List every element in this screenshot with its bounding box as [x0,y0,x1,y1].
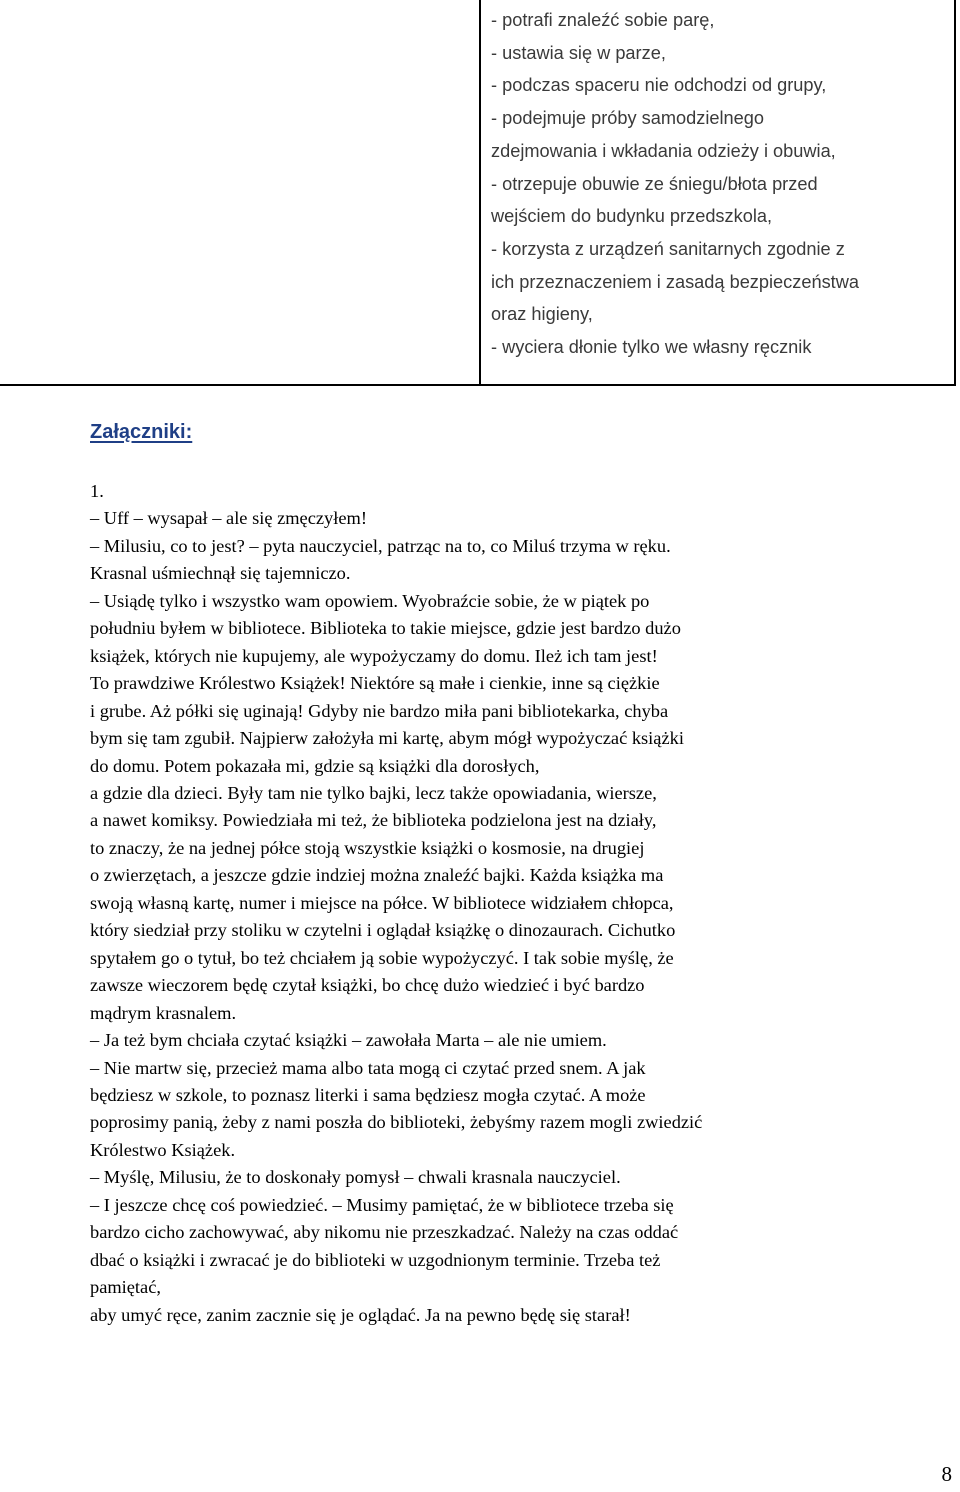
cell-line: wejściem do budynku przedszkola, [491,206,773,227]
story-line: To prawdziwe Królestwo Książek! Niektóre są małe i cienkie, inne są ciężkie [90,673,660,694]
cell-line: - korzysta z urządzeń sanitarnych zgodnie z [491,238,845,259]
story-line: a gdzie dla dzieci. Były tam nie tylko bajki, lecz także opowiadania, wiersze, [90,782,657,803]
story-line: dbać o książki i zwracać je do biblioteki w uzgodnionym terminie. Trzeba też [90,1249,661,1270]
cell-line: oraz higieny, [491,304,593,325]
cell-line: - ustawia się w parze, [491,42,666,63]
story-line: książek, których nie kupujemy, ale wypożyczamy do domu. Ileż ich tam jest! [90,645,658,666]
story-line: aby umyć ręce, zanim zacznie się je oglądać. Ja na pewno będę się starał! [90,1304,631,1325]
story-line: – Usiądę tylko i wszystko wam opowiem. Wyobraźcie sobie, że w piątek po [90,590,650,611]
story-line: bym się tam zgubił. Najpierw założyła mi kartę, abym mógł wypożyczać książki [90,728,684,749]
story-line: południu byłem w bibliotece. Biblioteka to takie miejsce, gdzie jest bardzo dużo [90,618,681,639]
story-line: a nawet komiksy. Powiedziała mi też, że biblioteka podzielona jest na działy, [90,810,657,831]
story-line: – Uff – wysapał – ale się zmęczyłem! [90,508,367,529]
attachment-number: 1. [90,481,104,501]
cell-line: - podejmuje próby samodzielnego [491,108,764,129]
story-line: pamiętać, [90,1277,161,1298]
attachments-heading: Załączniki: [90,421,193,443]
table-column-divider [479,0,481,386]
story-line: mądrym krasnalem. [90,1002,237,1023]
attachment-story [90,478,940,1329]
story-line: – Milusiu, co to jest? – pyta nauczyciel, patrząc na to, co Miluś trzyma w ręku. [90,535,671,556]
page-number: 8 [941,1462,952,1486]
story-line: zawsze wieczorem będę czytał książki, bo chcę dużo wiedzieć i być bardzo [90,975,645,996]
story-line: – Nie martw się, przecież mama albo tata mogą ci czytać przed snem. A jak [90,1057,646,1078]
story-line: o zwierzętach, a jeszcze gdzie indziej można znaleźć bajki. Każda książka ma [90,865,664,886]
cell-line: ich przeznaczeniem i zasadą bezpieczeństwa [491,271,859,292]
story-line: swoją własną kartę, numer i miejsce na półce. W bibliotece widziałem chłopca, [90,892,674,913]
story-line: który siedział przy stoliku w czytelni i oglądał książkę o dinozaurach. Cichutko [90,920,676,941]
story-line: i grube. Aż półki się uginają! Gdyby nie bardzo miła pani bibliotekarka, chyba [90,700,669,721]
story-line: bardzo cicho zachowywać, aby nikomu nie przeszkadzać. Należy na czas oddać [90,1222,679,1243]
story-line: – I jeszcze chcę coś powiedzieć. – Musimy pamiętać, że w bibliotece trzeba się [90,1194,674,1215]
cell-line: - wyciera dłonie tylko we własny ręcznik [491,337,812,358]
story-line: spytałem go o tytuł, bo też chciałem ją sobie wypożyczyć. I tak sobie myślę, że [90,947,674,968]
story-line: Krasnal uśmiechnął się tajemniczo. [90,563,351,584]
cell-line: - otrzepuje obuwie ze śniegu/błota przed [491,173,818,194]
story-line: – Myślę, Milusiu, że to doskonały pomysł – chwali krasnala nauczyciel. [90,1167,621,1188]
story-line: do domu. Potem pokazała mi, gdzie są książki dla dorosłych, [90,755,540,776]
story-line: – Ja też bym chciała czytać książki – zawołała Marta – ale nie umiem. [90,1030,607,1051]
story-line: poprosimy panią, żeby z nami poszła do biblioteki, żebyśmy razem mogli zwiedzić [90,1112,703,1133]
table-cell-skills [491,4,946,364]
story-line: to znaczy, że na jednej półce stoją wszystkie książki o kosmosie, na drugiej [90,837,645,858]
story-line: Królestwo Książek. [90,1139,236,1160]
story-line: będziesz w szkole, to poznasz literki i sama będziesz mogła czytać. A może [90,1084,646,1105]
cell-line: - podczas spaceru nie odchodzi od grupy, [491,75,827,96]
cell-line: - potrafi znaleźć sobie parę, [491,10,715,30]
cell-line: zdejmowania i wkładania odzieży i obuwia, [491,140,836,161]
